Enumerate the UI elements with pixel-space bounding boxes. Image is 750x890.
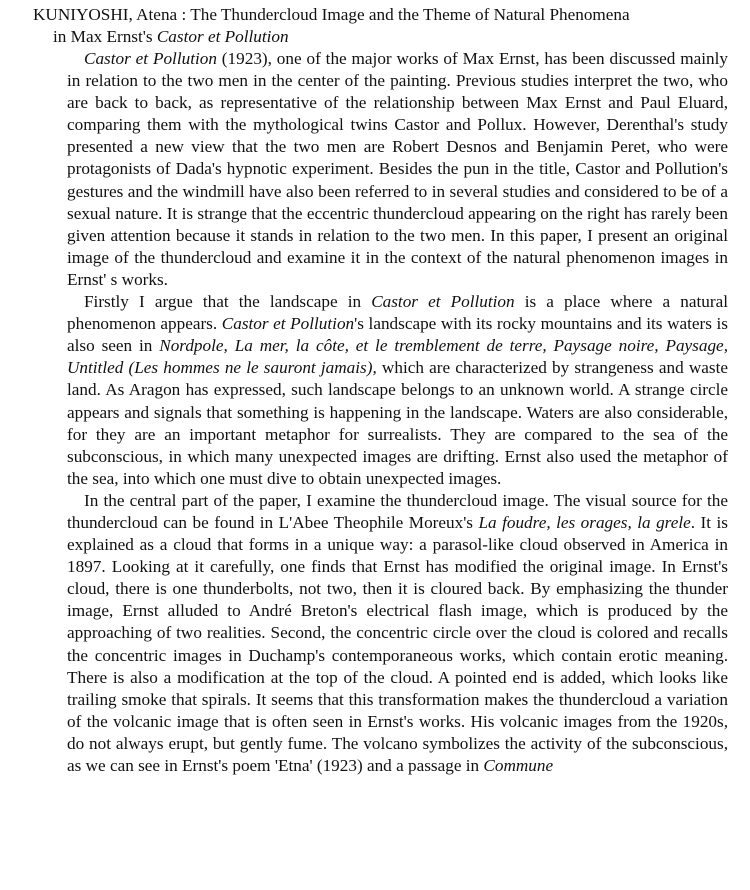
p2-italic-3: Nordpole, La mer, la côte, et le tremblement de terre, Paysage noire, Paysage, Untitled (Les hommes ne le sauront jamais), <box>67 336 728 378</box>
abstract-body <box>33 48 728 777</box>
title-prefix: in Max Ernst's <box>53 27 157 46</box>
p2-text-2: is a place where a natural phenomenon appears. <box>67 292 728 334</box>
p2-italic-1: Castor et Pollution <box>371 292 515 312</box>
paragraph-2 <box>67 291 728 490</box>
paragraph-3 <box>67 490 728 777</box>
p3-italic-1: La foudre, les orages, la grele <box>478 512 691 532</box>
p2-text-3: 's landscape with its rocky mountains and its waters is also seen in <box>67 314 728 356</box>
p1-lead-italic: Castor et Pollution <box>84 49 217 68</box>
p3-italic-2: Commune <box>483 756 554 775</box>
article-header <box>33 4 728 48</box>
p2-text-1: Firstly I argue that the landscape in <box>84 292 372 312</box>
p2-text-4: which are characterized by strangeness and waste land. As Aragon has expressed, such landscape belongs to an unknown world. A strange circle appears and signals that something is happening in the landscape. Waters are also considerable, for they are an important metaphor for surrealists. They are compared to the sea of the subconscious, in which many unexpected images are drifting. Ernst also used the metaphor of the sea, into which one must dive to obtain unexpected images. <box>67 358 728 488</box>
p2-italic-2: Castor et Pollution <box>221 314 355 334</box>
p1-text: (1923), one of the major works of Max Ernst, has been discussed mainly in relation to the two men in the center of the painting. Previous studies interpret the two, who are back to back, as representative of the relationship between Max Ernst and Paul Eluard, comparing them with the mythological twins Castor and Pollux. However, Derenthal's study presented a new view that the two men are Robert Desnos and Benjamin Peret, who were protagonists of Dada's hypnotic experiment. Besides the pun in the title, Castor and Pollution's gestures and the windmill have also been referred to in several studies and considered to be of a sexual nature. It is strange that the eccentric thundercloud appearing on the right has rarely been given attention because it stands in relation to the two men. In this paper, I present an original image of the thundercloud and examine it in the context of the natural phenomenon images in Ernst' s works. <box>67 49 728 289</box>
p3-text-2: . It is explained as a cloud that forms in a unique way: a parasol-like cloud observed in America in 1897. Looking at it carefully, one finds that Ernst has modified the original image. In Ernst's cloud, there is one thunderbolts, not two, then it is cloured back. By emphasizing the thunder image, Ernst alluded to André Breton's electrical flash image, which is produced by the approaching of two realities. Second, the concentric circle over the cloud is colored and recalls the concentric images in Duchamp's contemporaneous works, which contain erotic meaning. There is also a modification at the top of the cloud. A pointed end is added, which looks like trailing smoke that spirals. It seems that this transformation makes the thundercloud a variation of the volcanic image that is often seen in Ernst's works. His volcanic images from the 1920s, do not always erupt, but gently fume. The volcano symbolizes the activity of the subconscious, as we can see in Ernst's poem 'Etna' (1923) and a passage in <box>67 512 728 775</box>
paragraph-1 <box>67 48 728 291</box>
title-continuation-line <box>33 26 728 48</box>
author-title-line: KUNIYOSHI, Atena : The Thundercloud Image and the Theme of Natural Phenomena <box>33 5 630 24</box>
title-artwork-italic: Castor et Pollution <box>156 27 289 46</box>
p3-text-1: In the central part of the paper, I examine the thundercloud image. The visual source for the thundercloud can be found in L'Abee Theophile Moreux's <box>67 490 728 532</box>
